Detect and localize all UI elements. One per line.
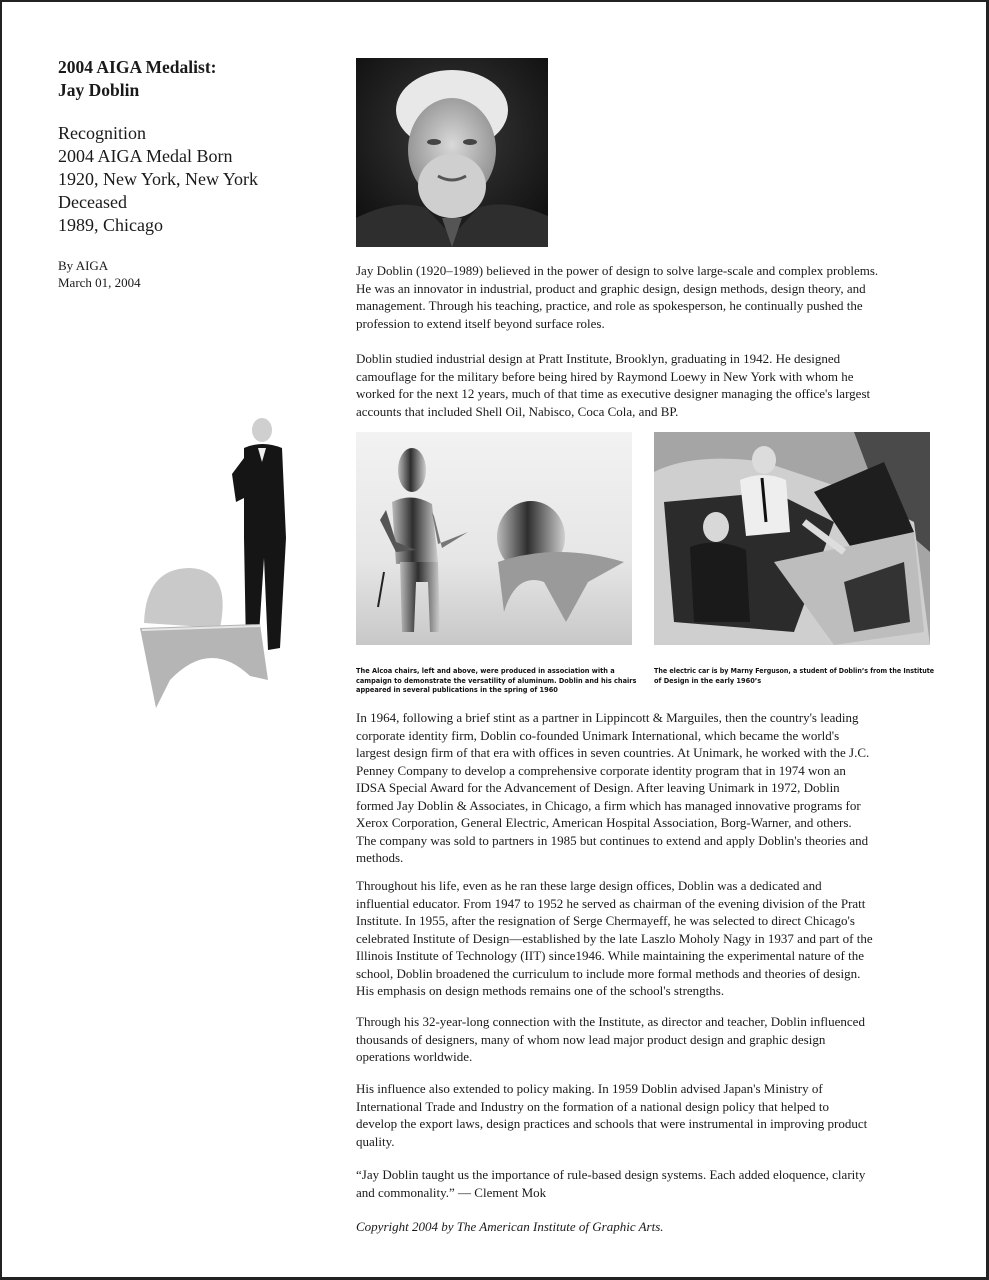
paragraph-line: He was an innovator in industrial, product and graphic design, design methods, design theory, and [356,280,866,296]
paragraph-line: camouflage for the military before being hired by Raymond Loewy in New York with whom he [356,368,854,384]
caption-line: The electric car is by Marny Ferguson, a student of Doblin’s from the Institute [654,667,935,675]
paragraph-line: operations worldwide. [356,1049,473,1064]
paragraph-line: thousands of designers, many of whom now lead major product design and graphic design [356,1031,826,1047]
paragraph-line: largest design firm of that era with offices in seven countries. At Unimark, he worked with the J.C. [356,745,870,760]
paragraph-line: profession to extend itself beyond surface roles. [356,315,605,331]
alcoa-chairs-photo [356,432,632,645]
electric-car-photo [654,432,930,645]
paragraph-line: Xerox Corporation, General Electric, American Hospital Association, Borg-Warner, and others. [356,815,852,830]
paragraph-line: quality. [356,1133,395,1149]
caption-line: The Alcoa chairs, left and above, were produced in association with a [356,667,615,675]
paragraph-line: Institute. In 1955, after the resignation of Serge Chermayeff, he was selected to direct Chicago's [356,913,855,928]
meta-line: Recognition [58,123,146,143]
article-paragraph-3 [356,709,932,867]
article-quote [356,1166,932,1201]
paragraph-line: corporate identity firm, Doblin co-founded Unimark International, which became the world's [356,727,840,743]
article-paragraph-1 [356,262,932,332]
copyright-line: Copyright 2004 by The American Institute of Graphic Arts. [356,1219,664,1234]
paragraph-line: develop the export laws, design practices and schools that were instrumental in improving product [356,1116,868,1131]
paragraph-line: Through his 32-year-long connection with the Institute, as director and teacher, Doblin influenced [356,1014,865,1029]
chairs-caption [356,667,636,696]
paragraph-line: His influence also extended to policy making. In 1959 Doblin advised Japan's Ministry of [356,1081,823,1096]
title-line-2: Jay Doblin [58,80,140,100]
paragraph-line: The company was sold to partners in 1985 but continues to extend and apply Doblin's theories and [356,832,869,848]
page-title [58,56,216,102]
paragraph-line: Illinois Institute of Technology (IIT) since1946. While maintaining the experimental nature of the [356,948,864,963]
paragraph-line: worked for the next 12 years, much of that time as executive designer managing the office's largest [356,386,871,401]
caption-line: of Design in the early 1960’s [654,676,762,685]
copyright-notice [356,1218,932,1236]
paragraph-line: methods. [356,850,404,865]
paragraph-line: school, Doblin broadened the curriculum to include more formal methods and theories of design. [356,965,861,981]
quote-line: and commonality.” — Clement Mok [356,1184,547,1200]
quote-line: “Jay Doblin taught us the importance of rule-based design systems. Each added eloquence, clarity [356,1167,866,1182]
standing-with-chair-photo [140,418,300,708]
paragraph-line: Doblin studied industrial design at Pratt Institute, Brooklyn, graduating in 1942. He designed [356,351,841,366]
paragraph-line: celebrated Institute of Design—established by the late Laszlo Moholy Nagy in 1937 and part of the [356,930,873,946]
paragraph-line: accounts that included Shell Oil, Nabisco, Coca Cola, and BP. [356,403,679,419]
meta-line: 1989, Chicago [58,215,163,235]
standing-illustration [140,418,300,708]
caption-line: campaign to demonstrate the versatility of aluminum. Doblin and his chairs [356,676,637,685]
article-paragraph-2 [356,350,932,420]
paragraph-line: Penney Company to develop a comprehensive corporate identity program that in 1974 won an [356,762,846,778]
article-paragraph-5 [356,1013,932,1066]
paragraph-line: management. Through his teaching, practice, and role as spokesperson, he continually pushed the [356,298,863,313]
article-paragraph-6 [356,1080,932,1150]
meta-line: 1920, New York, New York [58,169,259,189]
paragraph-line: formed Jay Doblin & Associates, in Chicago, a firm which has managed innovative programs for [356,797,861,813]
paragraph-line: Jay Doblin (1920–1989) believed in the power of design to solve large-scale and complex problems. [356,263,879,278]
paragraph-line: In 1964, following a brief stint as a partner in Lippincott & Marguiles, then the country's leading [356,710,859,725]
byline-author: By AIGA [58,258,109,273]
portrait-photo [356,58,548,247]
car-caption [654,667,934,686]
meta-line: Deceased [58,192,127,212]
chairs-illustration [356,432,632,645]
caption-line: appeared in several publications in the spring of 1960 [356,686,558,695]
paragraph-line: International Trade and Industry on the formation of a national design policy that helped to [356,1098,829,1114]
portrait-illustration [356,58,548,247]
meta-line: 2004 AIGA Medal Born [58,146,233,166]
car-illustration [654,432,930,645]
byline-date: March 01, 2004 [58,275,141,290]
byline [58,257,141,291]
recognition-info [58,122,258,237]
title-line-1: 2004 AIGA Medalist: [58,57,217,77]
paragraph-line: influential educator. From 1947 to 1952 he served as chairman of the evening division of the Pratt [356,895,866,911]
paragraph-line: Throughout his life, even as he ran these large design offices, Doblin was a dedicated and [356,878,822,893]
paragraph-line: IDSA Special Award for the Advancement of Design. After leaving Unimark in 1972, Doblin [356,780,840,795]
article-paragraph-4 [356,877,932,1000]
paragraph-line: His emphasis on design methods remains one of the school's strengths. [356,983,725,998]
